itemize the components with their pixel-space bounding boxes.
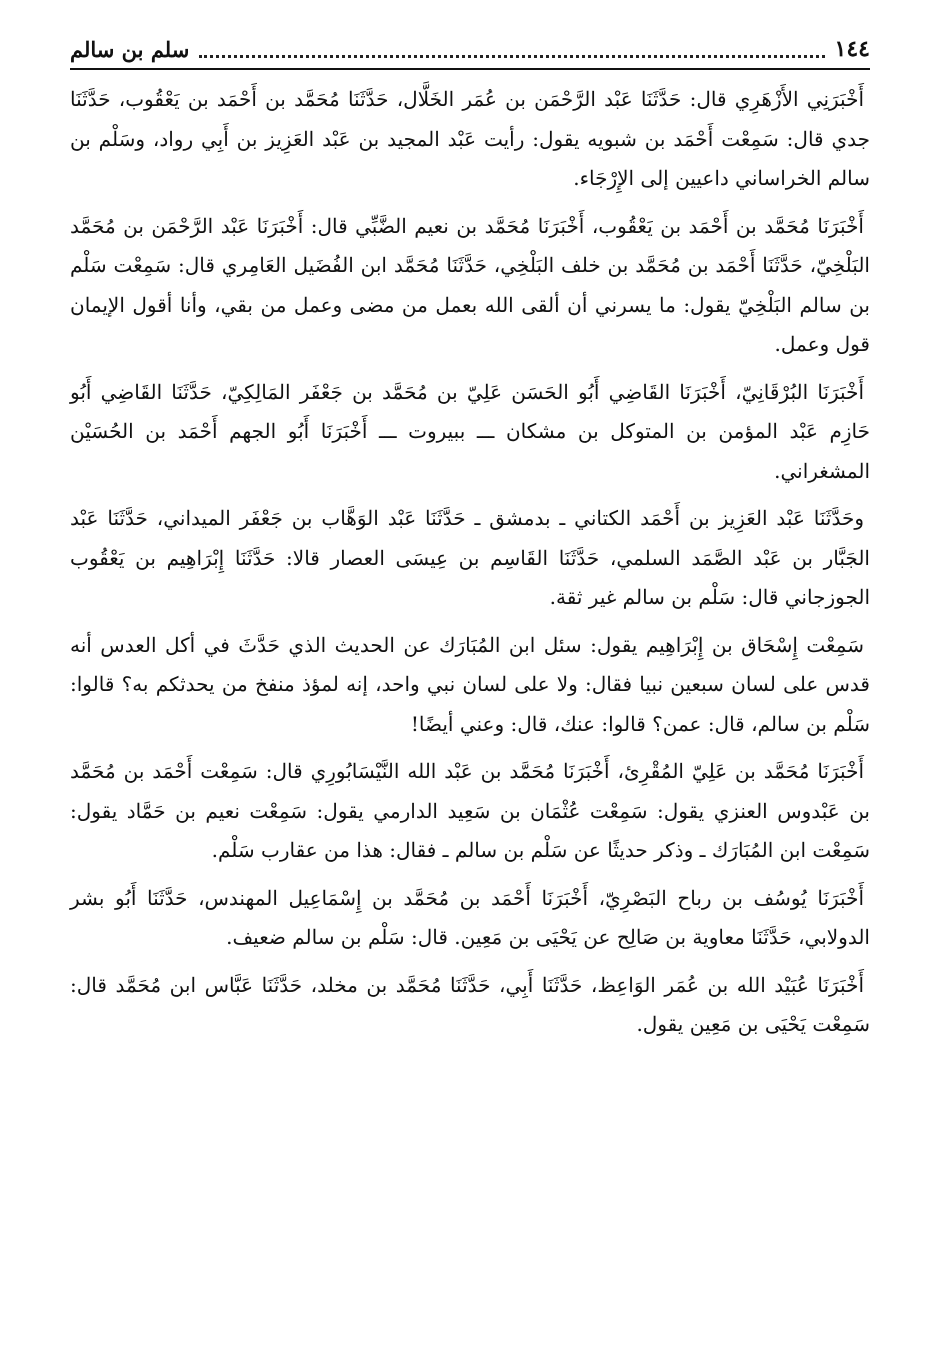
header-dot-leader [199, 41, 824, 58]
page-number: ١٤٤ [834, 36, 870, 62]
paragraph: أَخْبَرَنَا عُبَيْد الله بن عُمَر الوَاعِظ، حَدَّثَنَا أَبِي، حَدَّثَنَا مُحَمَّد بن مخلد، حَدَّثَنَا عَبَّاس ابن مُحَمَّد قال: سَمِعْت يَحْيَى بن مَعِين يقول. [70, 972, 870, 1036]
running-header [70, 30, 870, 70]
paragraph: أَخْبَرَنَا مُحَمَّد بن عَلِيّ المُقْرِئ، أَخْبَرَنَا مُحَمَّد بن عَبْد الله النَّيْسَابُورِي قال: سَمِعْت أَحْمَد بن مُحَمَّد بن عَبْدوس العنزي يقول: سَمِعْت عُثْمَان بن سَعِيد الدارمي يقول: سَمِعْت نعيم بن حَمَّاد يقول: سَمِعْت ابن المُبَارَك ـ وذكر حديثًا عن سَلْم بن سالم ـ فقال: هذا من عقارب سَلْم. [70, 759, 870, 862]
paragraph: أَخْبَرَنِي الأَزْهَرِي قال: حَدَّثَنَا عَبْد الرَّحْمَن بن عُمَر الخَلَّال، حَدَّثَنَا مُحَمَّد بن أَحْمَد بن يَعْقُوب، حَدَّثَنَا جدي قال: سَمِعْت أَحْمَد بن شبويه يقول: رأيت عَبْد المجيد بن عَبْد العَزِيز بن أَبِي رواد، وسَلْم بن سالم الخراساني داعيين إلى الإِرْجَاء. [70, 87, 870, 190]
paragraph: سَمِعْت إِسْحَاق بن إِبْرَاهِيم يقول: سئل ابن المُبَارَك عن الحديث الذي حَدَّثَ في أكل العدس أنه قدس على لسان سبعين نبيا فقال: ولا على لسان نبي واحد، إنه لمؤذ منفخ من يحدثكم به؟ قالوا: سَلْم بن سالم، قال: عمن؟ قالوا: عنك، قال: وعني أيضًا! [70, 632, 870, 736]
body-text [70, 80, 870, 1045]
paragraph: أَخْبَرَنَا البُرْقَانِيّ، أَخْبَرَنَا القَاضِي أَبُو الحَسَن عَلِيّ بن مُحَمَّد بن جَعْفَر المَالِكِيّ، حَدَّثَنَا القَاضِي أَبُو حَازِم عَبْد المؤمن بن المتوكل بن مشكان ـــ ببيروت ـــ أَخْبَرَنَا أَبُو الجهم أَحْمَد بن الحُسَيْن المشغراني. [70, 379, 870, 483]
header-title: سلم بن سالم [70, 36, 190, 62]
paragraph: أَخْبَرَنَا مُحَمَّد بن أَحْمَد بن يَعْقُوب، أَخْبَرَنَا مُحَمَّد بن نعيم الضَّبِّي قال: أَخْبَرَنَا عَبْد الرَّحْمَن بن مُحَمَّد البَلْخِيّ، حَدَّثَنَا أَحْمَد بن مُحَمَّد بن خلف البَلْخِي، حَدَّثَنَا مُحَمَّد ابن الفُضَيل العَامِري قال: سَمِعْت سَلْم بن سالم البَلْخِيّ يقول: ما يسرني أن ألقى الله بعمل من مضى وعمل من بقي، وأنا أقول الإيمان قول وعمل. [70, 213, 870, 356]
book-page [70, 30, 870, 1330]
paragraph: أَخْبَرَنَا يُوسُف بن رباح البَصْرِيّ، أَخْبَرَنَا أَحْمَد بن مُحَمَّد بن إِسْمَاعِيل المهندس، حَدَّثَنَا أَبُو بشر الدولابي، حَدَّثَنَا معاوية بن صَالِح عن يَحْيَى بن مَعِين. قال: سَلْم بن سالم ضعيف. [70, 885, 870, 949]
paragraph: وحَدَّثَنَا عَبْد العَزِيز بن أَحْمَد الكتاني ـ بدمشق ـ حَدَّثَنَا عَبْد الوَهَّاب بن جَعْفَر الميداني، حَدَّثَنَا عَبْد الجَبَّار بن عَبْد الصَّمَد السلمي، حَدَّثَنَا القَاسِم بن عِيسَى العصار قالا: حَدَّثَنَا إِبْرَاهِيم بن يَعْقُوب الجوزجاني قال: سَلْم بن سالم غير ثقة. [70, 506, 870, 609]
